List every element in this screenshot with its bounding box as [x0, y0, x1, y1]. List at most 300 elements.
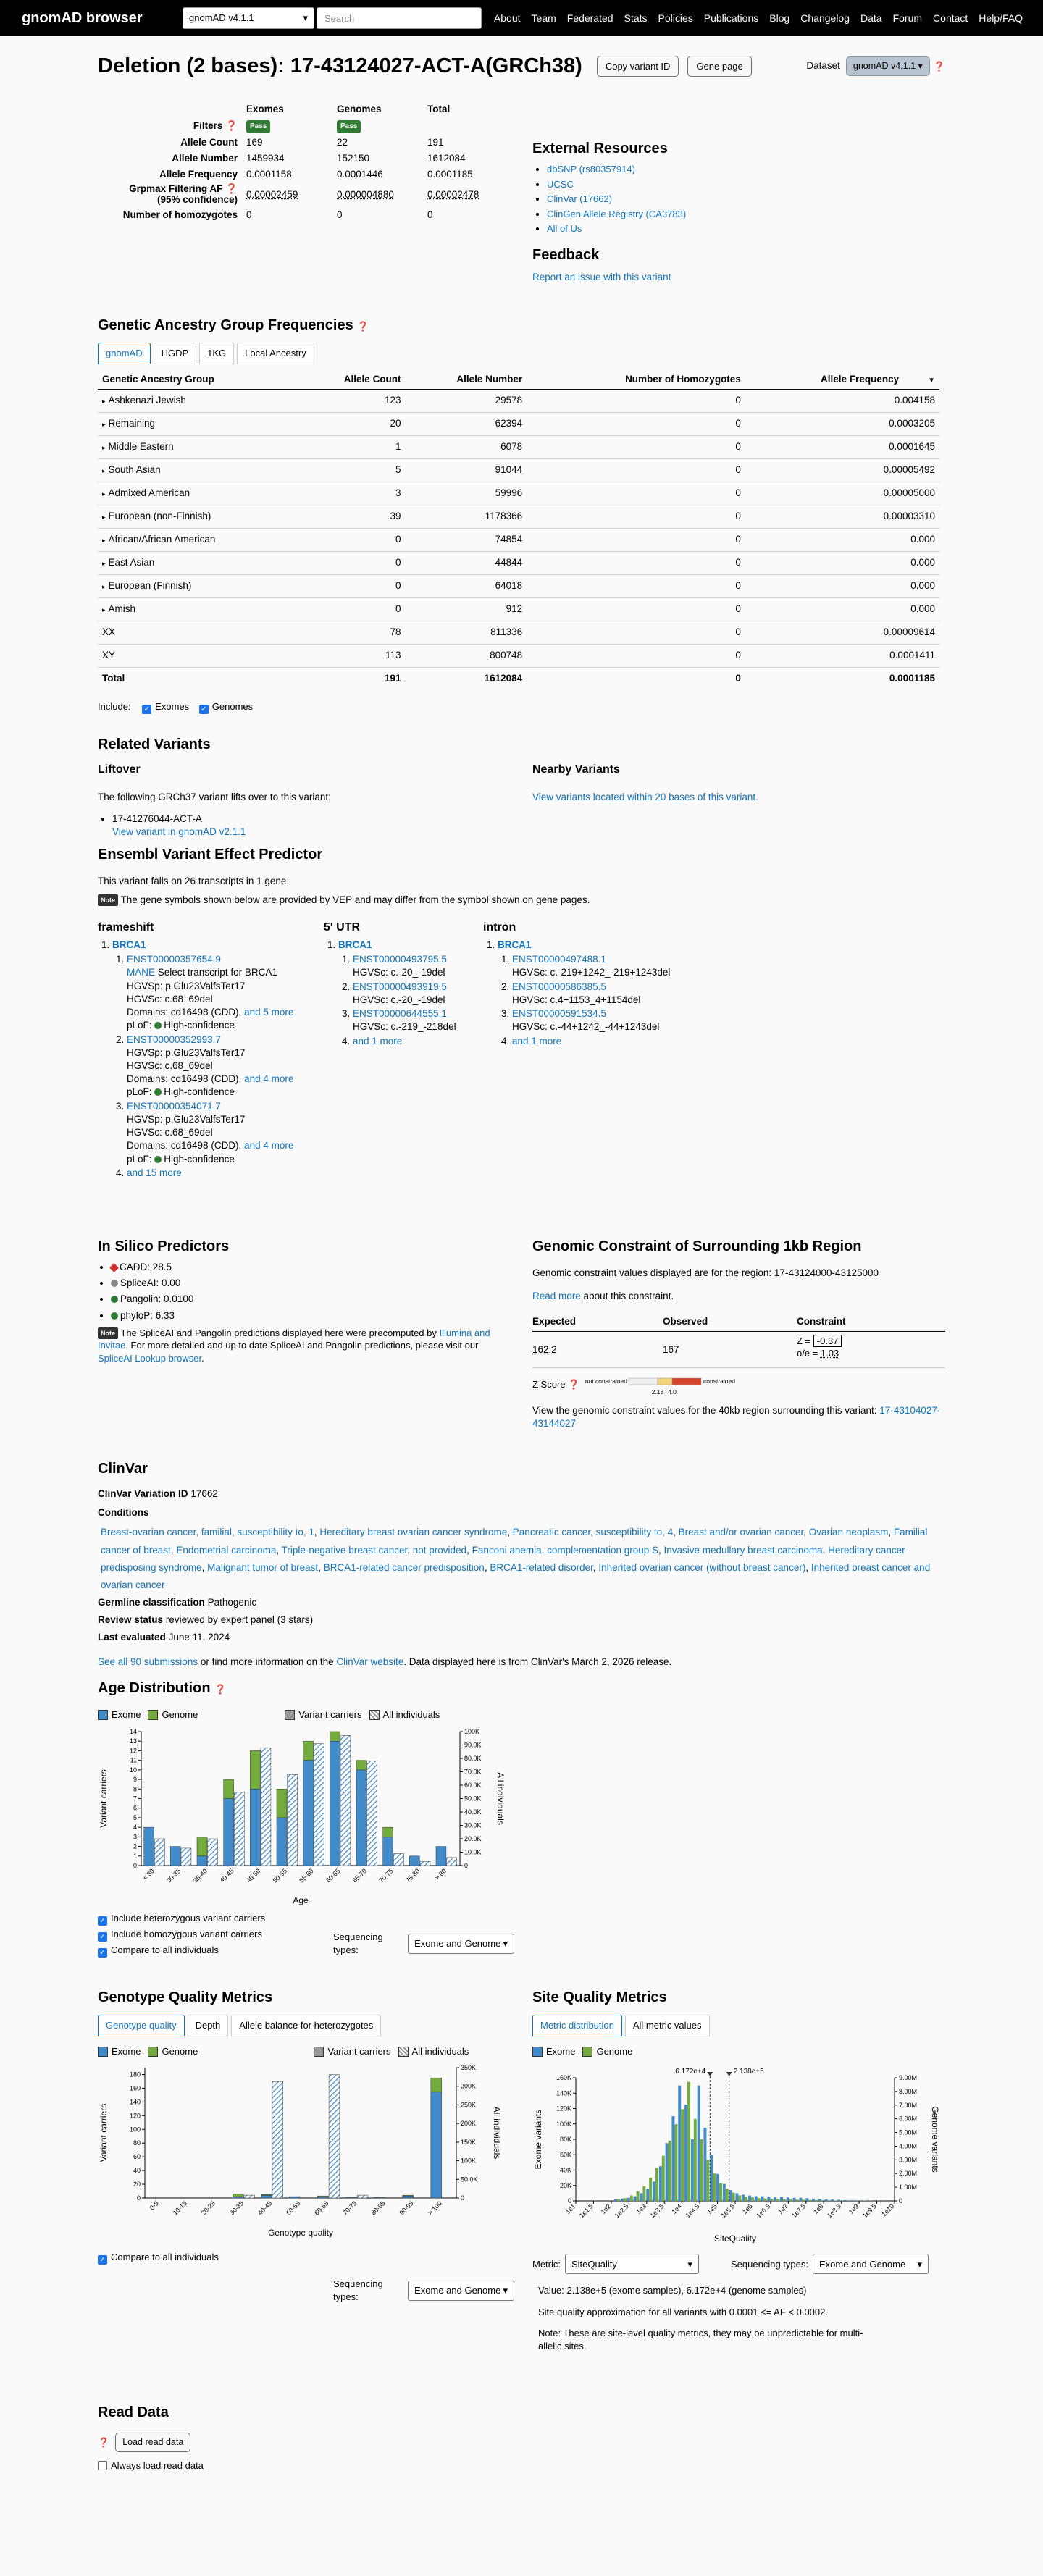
region-link[interactable]: 17-43104027-43144027 — [532, 1404, 941, 1429]
bar-genome — [745, 2197, 747, 2201]
clinvar-title: ClinVar — [98, 1461, 148, 1477]
chevron-down-icon: ▾ — [687, 2258, 692, 2270]
ancestry-row[interactable] — [98, 574, 939, 597]
ancestry-cell — [745, 505, 939, 528]
y-tick-label: 9 — [133, 1775, 137, 1783]
copy-variant-id-button[interactable]: Copy variant ID — [597, 56, 679, 77]
condition-link[interactable]: Endometrial carcinoma — [176, 1544, 277, 1556]
mane-link[interactable]: MANE — [127, 967, 156, 978]
cell-value: 0 — [735, 534, 741, 545]
metric-select[interactable] — [565, 2254, 699, 2274]
summary-value: 1612084 — [427, 152, 466, 164]
ancestry-row[interactable] — [98, 412, 939, 435]
age-title: Age Distribution — [98, 1680, 211, 1696]
x-tick-label: 0-5 — [148, 2199, 160, 2212]
liftover-text: The following GRCh37 variant lifts over to this variant: — [98, 791, 331, 802]
sex-row — [98, 644, 939, 667]
clinvar-website-link[interactable]: ClinVar website — [336, 1656, 404, 1668]
ancestry-row[interactable] — [98, 389, 939, 412]
bar-genome — [617, 2199, 620, 2201]
read-more-link[interactable]: Read more — [532, 1291, 581, 1302]
bar-exome — [716, 2174, 719, 2201]
summary-row — [98, 167, 479, 182]
more-link[interactable]: and 5 more — [244, 1007, 294, 1018]
cell-value: 0.000 — [910, 557, 935, 569]
dataset-select-value: gnomAD v4.1.1 — [189, 12, 254, 24]
compare-all-checkbox[interactable] — [98, 2251, 219, 2265]
cell-value: 0 — [735, 603, 741, 615]
bar-exome — [723, 2184, 726, 2201]
condition-link[interactable]: BRCA1-related cancer predisposition — [323, 1562, 485, 1574]
report-issue-link[interactable]: Report an issue with this variant — [532, 271, 671, 282]
transcript-link[interactable]: ENST00000354071.7 — [127, 1100, 221, 1112]
bar-genome — [770, 2199, 773, 2201]
load-read-data-button[interactable]: Load read data — [115, 2433, 190, 2452]
x-tick-label: 70-75 — [377, 1866, 395, 1884]
col-header-label: Allele Number — [456, 373, 523, 385]
tab-allele-balance[interactable]: Allele balance for heterozygotes — [231, 2015, 381, 2036]
bar-genome — [732, 2193, 735, 2201]
x-tick-label: 1e2.5 — [613, 2202, 630, 2220]
y2-tick-label: 3.00M — [899, 2156, 918, 2164]
constrained-label: constrained — [703, 1377, 736, 1385]
more-link[interactable]: and 4 more — [244, 1073, 294, 1085]
bar-genome — [738, 2196, 741, 2202]
vep-section — [98, 845, 945, 1180]
x-tick-label: 1e1.5 — [577, 2202, 595, 2220]
clinvar-section — [98, 1459, 945, 1669]
bar-genome — [261, 2194, 272, 2195]
transcript-link[interactable]: ENST00000591534.5 — [512, 1008, 606, 1020]
tab-hgdp[interactable]: HGDP — [154, 343, 197, 364]
expand-icon[interactable]: ▸ — [102, 398, 106, 406]
y-tick-label: 11 — [130, 1756, 137, 1764]
checkbox-icon: ✓ — [98, 2255, 107, 2265]
separator: , — [658, 1544, 664, 1556]
mane-text: Select transcript for BRCA1 — [157, 967, 277, 978]
nav-link-blog[interactable]: Blog — [769, 12, 790, 24]
total-cell: Total — [98, 667, 292, 690]
age-legend — [98, 1708, 514, 1721]
seq-type-select[interactable] — [408, 1934, 514, 1954]
y2-tick-label: 90.0K — [464, 1741, 482, 1749]
summary-label: Allele Number — [172, 152, 238, 164]
x-tick-label: 60-65 — [324, 1866, 342, 1884]
legend-label: Genome — [162, 2045, 198, 2057]
tab-localancestry[interactable]: Local Ancestry — [237, 343, 314, 364]
gene-link[interactable]: BRCA1 — [498, 939, 532, 951]
bar-exome — [671, 2116, 674, 2201]
include-genomes-checkbox[interactable] — [199, 701, 253, 712]
cell-value: 78 — [292, 621, 405, 644]
ancestry-cell — [406, 574, 527, 597]
more-transcripts-link[interactable]: and 15 more — [127, 1167, 182, 1178]
nav-link-federated[interactable]: Federated — [566, 12, 613, 24]
condition-link[interactable]: Breast-ovarian cancer, familial, susceptibility to, 1 — [101, 1527, 314, 1538]
y2-tick-label: 0 — [464, 1861, 469, 1869]
ancestry-row[interactable] — [98, 505, 939, 528]
help-icon[interactable]: ❓ — [225, 119, 238, 131]
ancestry-cell — [292, 412, 405, 435]
sq-legend — [532, 2045, 945, 2058]
bar-all-individuals — [288, 1774, 298, 1866]
total-cell: 0 — [527, 667, 745, 690]
bar-exome — [825, 2199, 828, 2201]
more-link[interactable]: and 4 more — [244, 1140, 294, 1151]
insilico-title: In Silico Predictors — [98, 1238, 230, 1254]
condition-link[interactable]: not provided — [412, 1544, 467, 1556]
legend-swatch — [98, 2047, 108, 2057]
seq-label: Sequencing types: — [333, 1931, 383, 1955]
tab-metric-distribution[interactable]: Metric distribution — [532, 2015, 622, 2036]
cell-value: 0.000 — [910, 580, 935, 592]
always-load-checkbox[interactable] — [98, 2459, 204, 2472]
cell-value: 0 — [735, 511, 741, 522]
more-transcripts-link[interactable]: and 1 more — [512, 1035, 562, 1046]
dataset-select-nav[interactable] — [183, 7, 314, 29]
x-tick-label: 50-55 — [285, 2199, 302, 2217]
nav-link-forum[interactable]: Forum — [892, 12, 923, 24]
cell-value: 1 — [395, 441, 401, 453]
checkbox-icon: ✓ — [142, 705, 151, 714]
tab-all-metric-values[interactable]: All metric values — [625, 2015, 710, 2036]
bar-exome — [436, 1846, 446, 1865]
read-data-title: Read Data — [98, 2404, 169, 2420]
ancestry-row[interactable] — [98, 551, 939, 574]
expected-value: 162.2 — [532, 1344, 557, 1356]
bar-exome — [233, 2197, 243, 2198]
col-header[interactable] — [98, 370, 292, 390]
external-link[interactable]: UCSC — [547, 178, 574, 190]
transcript-link[interactable]: ENST00000644555.1 — [353, 1008, 447, 1020]
read-data-section — [98, 2403, 204, 2472]
separator: , — [314, 1527, 320, 1538]
seq-label: Sequencing types: — [731, 2258, 808, 2270]
condition-link[interactable]: BRCA1-related disorder — [490, 1562, 593, 1574]
seq-type-select[interactable] — [408, 2281, 514, 2301]
y-tick-label: 180 — [129, 2071, 141, 2078]
y-tick-label: 120K — [556, 2105, 571, 2113]
gene-link[interactable]: BRCA1 — [112, 939, 146, 951]
nav-link-about[interactable]: About — [493, 12, 521, 24]
expand-icon[interactable]: ▸ — [102, 583, 106, 591]
zscore-band-high — [672, 1378, 701, 1385]
cell-value: South Asian — [108, 464, 161, 476]
liftover-variant: 17-41276044-ACT-A — [112, 813, 202, 824]
bar-exome — [431, 2092, 442, 2198]
summary-value: 0.0001158 — [246, 169, 292, 180]
external-item — [547, 208, 686, 221]
nav-link-publications[interactable]: Publications — [703, 12, 759, 24]
legend-genome — [148, 1708, 198, 1721]
external-link[interactable]: ClinVar (17662) — [547, 193, 613, 205]
help-icon[interactable]: ❓ — [214, 1684, 227, 1695]
transcript-link[interactable]: ENST00000493795.5 — [353, 954, 447, 965]
cell-value: XX — [98, 621, 292, 644]
condition-link[interactable]: Inherited ovarian cancer (without breast cancer) — [598, 1562, 806, 1574]
external-link[interactable]: dbSNP (rs80357914) — [547, 164, 635, 175]
legend-genome — [148, 2045, 198, 2058]
chevron-down-icon: ▾ — [503, 1937, 508, 1949]
bar-genome — [834, 2201, 837, 2202]
cell-value: 91044 — [495, 464, 523, 476]
bar-genome — [317, 2196, 328, 2197]
cell-value: 0.00005000 — [883, 487, 935, 499]
col-header[interactable] — [745, 370, 939, 390]
cell-value: 0 — [735, 464, 741, 476]
total-cell: 1612084 — [406, 667, 527, 690]
hgvsc: HGVSc: c.-20_-19del — [353, 994, 445, 1005]
plof-label: pLoF: — [127, 1086, 152, 1098]
y2-tick-label: 100K — [461, 2157, 477, 2165]
expand-icon[interactable]: ▸ — [102, 513, 106, 521]
ancestry-cell — [406, 551, 527, 574]
dot-icon — [154, 1156, 162, 1163]
dot-icon — [154, 1088, 162, 1096]
bar-exome — [224, 1798, 234, 1866]
bar-all-individuals — [272, 2082, 283, 2199]
het-carriers-checkbox[interactable] — [98, 1912, 514, 1926]
legend-all — [398, 2045, 469, 2058]
nav-link-data[interactable]: Data — [860, 12, 882, 24]
grpmax-total: 0.00002478 — [427, 189, 479, 201]
ancestry-section — [98, 316, 939, 714]
x-tick-label: 45-50 — [245, 1866, 262, 1884]
x-tick-label: 40-45 — [256, 2199, 274, 2217]
y-tick-label: 3 — [133, 1832, 137, 1840]
x-tick-label: > 100 — [426, 2199, 443, 2217]
transcript-link[interactable]: ENST00000497488.1 — [512, 954, 606, 965]
condition-link[interactable]: Ovarian neoplasm — [808, 1527, 889, 1538]
condition-link[interactable]: Malignant tumor of breast — [207, 1562, 319, 1574]
expand-icon[interactable]: ▸ — [102, 467, 106, 475]
bar-all-individuals — [447, 1857, 457, 1865]
x-tick-label: 50-55 — [271, 1866, 289, 1884]
website-rest: . Data displayed here is from ClinVar's March 2, 2026 release. — [403, 1656, 672, 1668]
gene-page-button[interactable]: Gene page — [687, 56, 751, 77]
bar-genome — [783, 2199, 786, 2201]
summary-value: 191 — [427, 136, 444, 148]
bar-genome — [751, 2197, 754, 2201]
help-icon[interactable]: ❓ — [357, 321, 369, 332]
y2-tick-label: 60.0K — [464, 1781, 482, 1789]
external-link[interactable]: All of Us — [547, 223, 582, 235]
y-tick-label: 1 — [133, 1852, 137, 1860]
bar-exome — [742, 2195, 745, 2202]
bar-all-individuals — [340, 1735, 351, 1865]
y-tick-label: 13 — [129, 1737, 137, 1745]
col-header[interactable] — [292, 370, 405, 390]
nav-link-changelog[interactable]: Changelog — [800, 12, 850, 24]
transcript-link[interactable]: ENST00000493919.5 — [353, 981, 447, 992]
cell-value: East Asian — [108, 557, 155, 569]
bar-genome — [700, 2139, 703, 2201]
transcript-link[interactable]: ENST00000352993.7 — [127, 1033, 221, 1045]
col-constraint: Constraint — [797, 1316, 846, 1327]
last-value: June 11, 2024 — [168, 1632, 230, 1643]
constraint-text: Genomic constraint values displayed are for the region: 17-43124000-43125000 — [532, 1267, 879, 1278]
bar-genome — [330, 1732, 340, 1741]
external-item — [547, 178, 686, 191]
ancestry-row[interactable] — [98, 482, 939, 505]
tab-gnomad[interactable]: gnomAD — [98, 343, 151, 364]
cell-value: 64018 — [495, 580, 523, 592]
nav-link-helpfaq[interactable]: Help/FAQ — [979, 12, 1023, 24]
gene-link[interactable]: BRCA1 — [338, 939, 372, 951]
help-icon[interactable]: ❓ — [568, 1378, 580, 1390]
bar-all-individuals — [234, 1792, 244, 1866]
predictor-item — [111, 1309, 514, 1322]
condition-link[interactable]: Hereditary cancer-predisposing syndrome — [101, 1544, 909, 1574]
bar-exome — [837, 2200, 840, 2202]
condition-link[interactable]: Inherited breast cancer and ovarian cancer — [101, 1562, 931, 1591]
bar-exome — [289, 2197, 300, 2198]
dataset-value: gnomAD v4.1.1 — [853, 61, 916, 72]
grpmax-label-2: (95% confidence) — [156, 194, 238, 206]
col-header[interactable] — [406, 370, 527, 390]
hgvsp: HGVSp: p.Glu23ValfsTer17 — [127, 1113, 246, 1125]
include-exomes-checkbox[interactable] — [142, 701, 189, 712]
nav-link-policies[interactable]: Policies — [658, 12, 693, 24]
see-submissions-link[interactable]: See all 90 submissions — [98, 1656, 198, 1668]
bar-genome — [764, 2199, 767, 2201]
sq-title: Site Quality Metrics — [532, 1989, 667, 2005]
bar-exome — [170, 1846, 180, 1865]
transcript-link[interactable]: ENST00000357654.9 — [127, 954, 221, 965]
consequence-title: intron — [483, 921, 516, 934]
ancestry-cell — [527, 505, 745, 528]
condition-link[interactable]: Hereditary breast ovarian cancer syndrome — [319, 1527, 508, 1538]
separator: , — [803, 1527, 809, 1538]
cell-value: 0 — [527, 644, 745, 667]
legend-label: All individuals — [411, 2045, 469, 2057]
condition-link[interactable]: Triple-negative breast cancer — [281, 1544, 408, 1556]
summary-table — [98, 101, 479, 223]
brand-logo[interactable]: gnomAD browser — [22, 9, 143, 26]
x-tick-label: 80-85 — [369, 2199, 387, 2217]
gq-title: Genotype Quality Metrics — [98, 1989, 273, 2005]
nav-link-contact[interactable]: Contact — [933, 12, 968, 24]
ancestry-row[interactable] — [98, 435, 939, 458]
gq-chart — [98, 2062, 514, 2243]
ancestry-cell — [406, 482, 527, 505]
bar-genome — [630, 2196, 633, 2202]
ancestry-row[interactable] — [98, 458, 939, 482]
spliceai-lookup-link[interactable]: SpliceAI Lookup browser — [98, 1352, 202, 1364]
condition-link[interactable]: Invasive medullary breast carcinoma — [663, 1544, 823, 1556]
external-item — [547, 163, 686, 176]
cell-value: 0.00003310 — [883, 511, 935, 522]
expand-icon[interactable]: ▸ — [102, 606, 106, 614]
cell-value: 811336 — [406, 621, 527, 644]
predictor-item — [111, 1277, 514, 1290]
ancestry-cell — [527, 551, 745, 574]
condition-link[interactable]: Fanconi anemia, complementation group S — [472, 1544, 658, 1556]
col-header[interactable] — [527, 370, 745, 390]
tab-genotype-quality[interactable]: Genotype quality — [98, 2015, 185, 2036]
tab-1kg[interactable]: 1KG — [199, 343, 234, 364]
seq-type-select[interactable] — [813, 2254, 929, 2274]
nav-link-stats[interactable]: Stats — [624, 12, 648, 24]
x-tick-label: 1e6 — [741, 2202, 754, 2216]
zscore-band-low — [629, 1378, 658, 1385]
y-tick-label: 6 — [133, 1804, 137, 1812]
transcript-link[interactable]: ENST00000586385.5 — [512, 981, 606, 992]
related-variants — [98, 735, 945, 841]
insilico-note-2: . For more detailed and up to date SpliceAI and Pangolin predictions, please visit our — [125, 1340, 479, 1351]
more-transcripts-link[interactable]: and 1 more — [353, 1035, 403, 1046]
search-input[interactable]: Search — [317, 7, 482, 29]
help-icon[interactable]: ❓ — [933, 60, 945, 72]
condition-link[interactable]: Breast and/or ovarian cancer — [678, 1527, 804, 1538]
expand-icon[interactable]: ▸ — [102, 490, 106, 498]
condition-link[interactable]: Familial cancer of breast — [101, 1527, 928, 1556]
bar-all-individuals — [154, 1839, 164, 1866]
expand-icon[interactable]: ▸ — [102, 444, 106, 452]
cell-value: 123 — [385, 395, 401, 406]
marker-arrow-icon — [707, 2072, 713, 2076]
tab-depth[interactable]: Depth — [188, 2015, 229, 2036]
x-tick-label: 1e1 — [564, 2202, 577, 2216]
vid-label: ClinVar Variation ID — [98, 1488, 188, 1499]
external-title: External Resources — [532, 140, 668, 156]
ancestry-row[interactable] — [98, 597, 939, 621]
y2-tick-label: 200K — [461, 2120, 477, 2128]
y2-tick-label: 1.00M — [899, 2183, 918, 2191]
y2-tick-label: 350K — [461, 2064, 477, 2072]
expand-icon[interactable]: ▸ — [102, 421, 106, 429]
variant-header — [98, 52, 945, 80]
nav-links — [494, 12, 1023, 25]
condition-link[interactable]: Pancreatic cancer, susceptibility to, 4 — [512, 1527, 674, 1538]
bar-genome — [719, 2183, 722, 2202]
liftover-link[interactable]: View variant in gnomAD v2.1.1 — [112, 826, 246, 838]
bar-genome — [637, 2191, 640, 2201]
domains: Domains: cd16498 (CDD), — [127, 1140, 242, 1151]
expand-icon[interactable]: ▸ — [102, 560, 106, 568]
legend-label: Genome — [162, 1709, 198, 1720]
hom-exome: 0 — [246, 209, 252, 221]
illumina-link[interactable]: Illumina and Invitae — [98, 1327, 490, 1351]
y-tick-label: 8 — [133, 1784, 137, 1792]
bar-all-individuals — [208, 1839, 218, 1866]
y-tick-label: 160K — [556, 2074, 571, 2082]
nav-link-team[interactable]: Team — [531, 12, 556, 24]
age-chart — [98, 1726, 514, 1907]
bar-genome — [233, 2194, 243, 2197]
legend-label: Variant carriers — [298, 1709, 362, 1720]
dot-icon — [154, 1022, 162, 1029]
nearby-link[interactable]: View variants located within 20 bases of this variant. — [532, 791, 758, 802]
y-tick-label: 20 — [133, 2181, 141, 2189]
ancestry-cell — [527, 458, 745, 482]
bar-exome — [703, 2128, 706, 2201]
liftover-item — [112, 813, 532, 839]
expand-icon[interactable]: ▸ — [102, 537, 106, 545]
bar-all-individuals — [261, 1748, 271, 1866]
external-link[interactable]: ClinGen Allele Registry (CA3783) — [547, 208, 687, 219]
help-icon[interactable]: ❓ — [98, 2436, 110, 2448]
ancestry-row[interactable] — [98, 528, 939, 551]
col-expected: Expected — [532, 1316, 577, 1327]
dataset-select[interactable]: gnomAD v4.1.1 ▾ — [846, 56, 930, 76]
page-title: Deletion (2 bases): 17-43124027-ACT-A(GRCh38) — [98, 54, 582, 77]
help-icon[interactable]: ❓ — [225, 183, 238, 195]
note-badge: Note — [98, 894, 118, 906]
cell-value: 0.0003205 — [889, 418, 935, 429]
ancestry-cell — [98, 505, 292, 528]
legend-label: Exome — [546, 2045, 576, 2057]
